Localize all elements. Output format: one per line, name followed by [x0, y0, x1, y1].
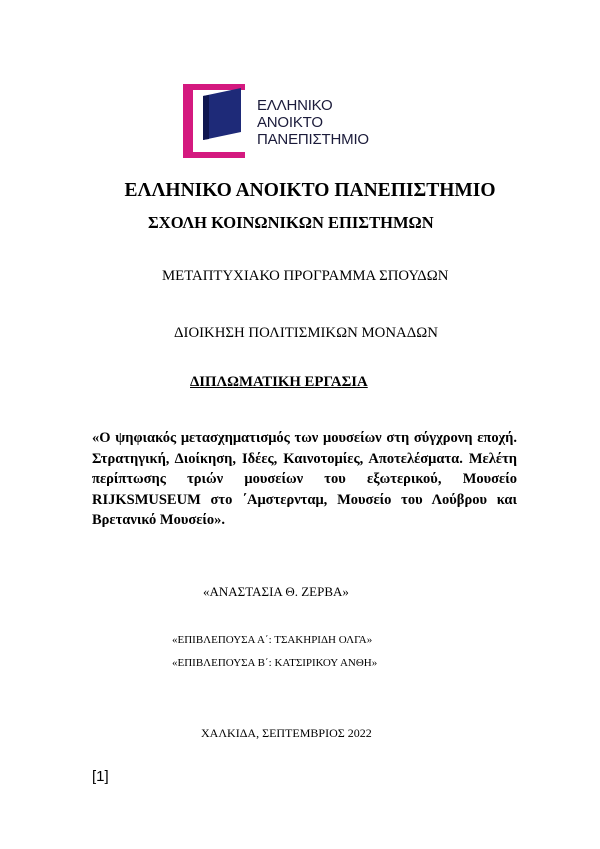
logo-line-3: ΠΑΝΕΠΙΣΤΗΜΙΟ: [257, 131, 369, 148]
logo-wordmark: [257, 97, 369, 148]
supervisor-a: «ΕΠΙΒΛΕΠΟΥΣΑ Α΄: ΤΣΑΚΗΡΙΔΗ ΟΛΓΑ»: [172, 634, 373, 646]
thesis-title: «Ο ψηφιακός μετασχηματισμός των μουσείων στη σύγχρονη εποχή. Στρατηγική, Διοίκηση, Ιδέες, Καινοτομίες, Αποτελέσματα. Μελέτη περίπτωσης τριών μουσείων του εξωτερικού, Μουσείο RIJKSMUSEUM στο ΄Αμστερνταμ, Μουσείο του Λούβρου και Βρετανικό Μουσείο».: [92, 430, 517, 528]
supervisor-b: «ΕΠΙΒΛΕΠΟΥΣΑ Β΄: ΚΑΤΣΙΡΙΚΟΥ ΑΝΘΗ»: [172, 657, 378, 669]
thesis-label: ΔΙΠΛΩΜΑΤΙΚΗ ΕΡΓΑΣΙΑ: [190, 374, 368, 390]
program-name: ΜΕΤΑΠΤΥΧΙΑΚΟ ΠΡΟΓΡΑΜΜΑ ΣΠΟΥΔΩΝ: [162, 268, 449, 284]
department-name: ΔΙΟΙΚΗΣΗ ΠΟΛΙΤΙΣΜΙΚΩΝ ΜΟΝΑΔΩΝ: [174, 325, 438, 341]
author-name: «ΑΝΑΣΤΑΣΙΑ Θ. ΖΕΡΒΑ»: [203, 584, 349, 599]
eap-logo-icon: [183, 84, 245, 158]
page-marker: [1]: [92, 768, 109, 785]
school-name: ΣΧΟΛΗ ΚΟΙΝΩΝΙΚΩΝ ΕΠΙΣΤΗΜΩΝ: [148, 213, 434, 232]
logo-line-1: ΕΛΛΗΝΙΚΟ: [257, 97, 333, 114]
university-name: ΕΛΛΗΝΙΚΟ ΑΝΟΙΚΤΟ ΠΑΝΕΠΙΣΤΗΜΙΟ: [124, 180, 496, 201]
place-date: ΧΑΛΚΙΔΑ, ΣΕΠΤΕΜΒΡΙΟΣ 2022: [201, 726, 372, 740]
university-logo: [183, 84, 373, 158]
logo-line-2: ΑΝΟΙΚΤΟ: [257, 114, 323, 131]
